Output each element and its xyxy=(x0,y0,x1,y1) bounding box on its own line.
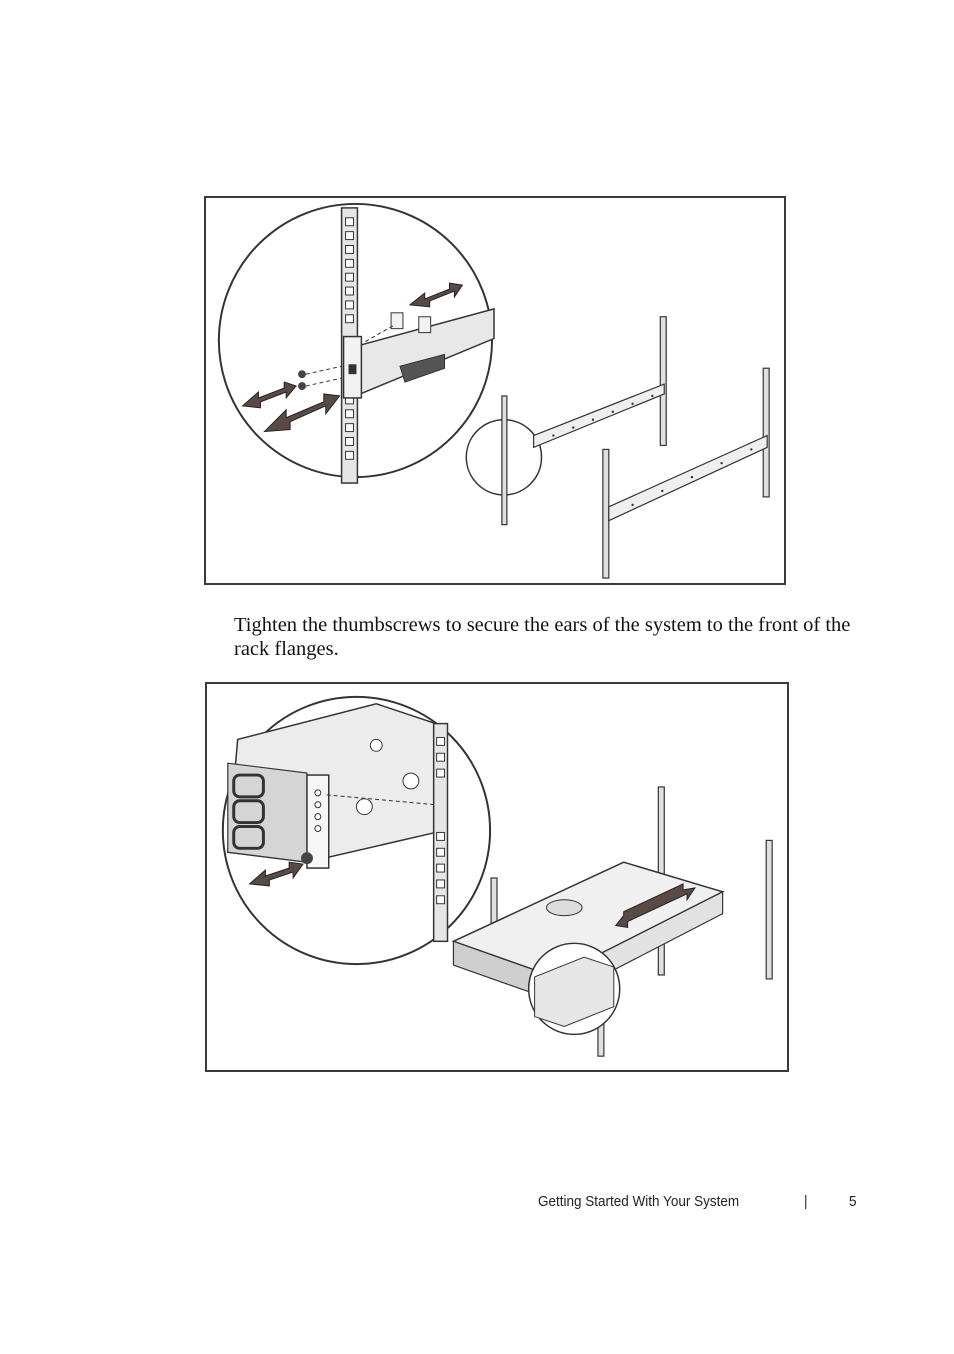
rack-rail-diagram-icon xyxy=(206,198,784,583)
rail-installation-figure xyxy=(204,196,786,585)
page-number: 5 xyxy=(849,1193,857,1210)
figure-caption: Tighten the thumbscrews to secure the ears of the system to the front of the rack flanges. xyxy=(234,613,851,660)
footer-title: Getting Started With Your System xyxy=(538,1193,740,1210)
system-slide-in-figure xyxy=(205,682,789,1072)
footer-separator: | xyxy=(804,1193,808,1210)
server-rack-diagram-icon xyxy=(207,684,787,1070)
